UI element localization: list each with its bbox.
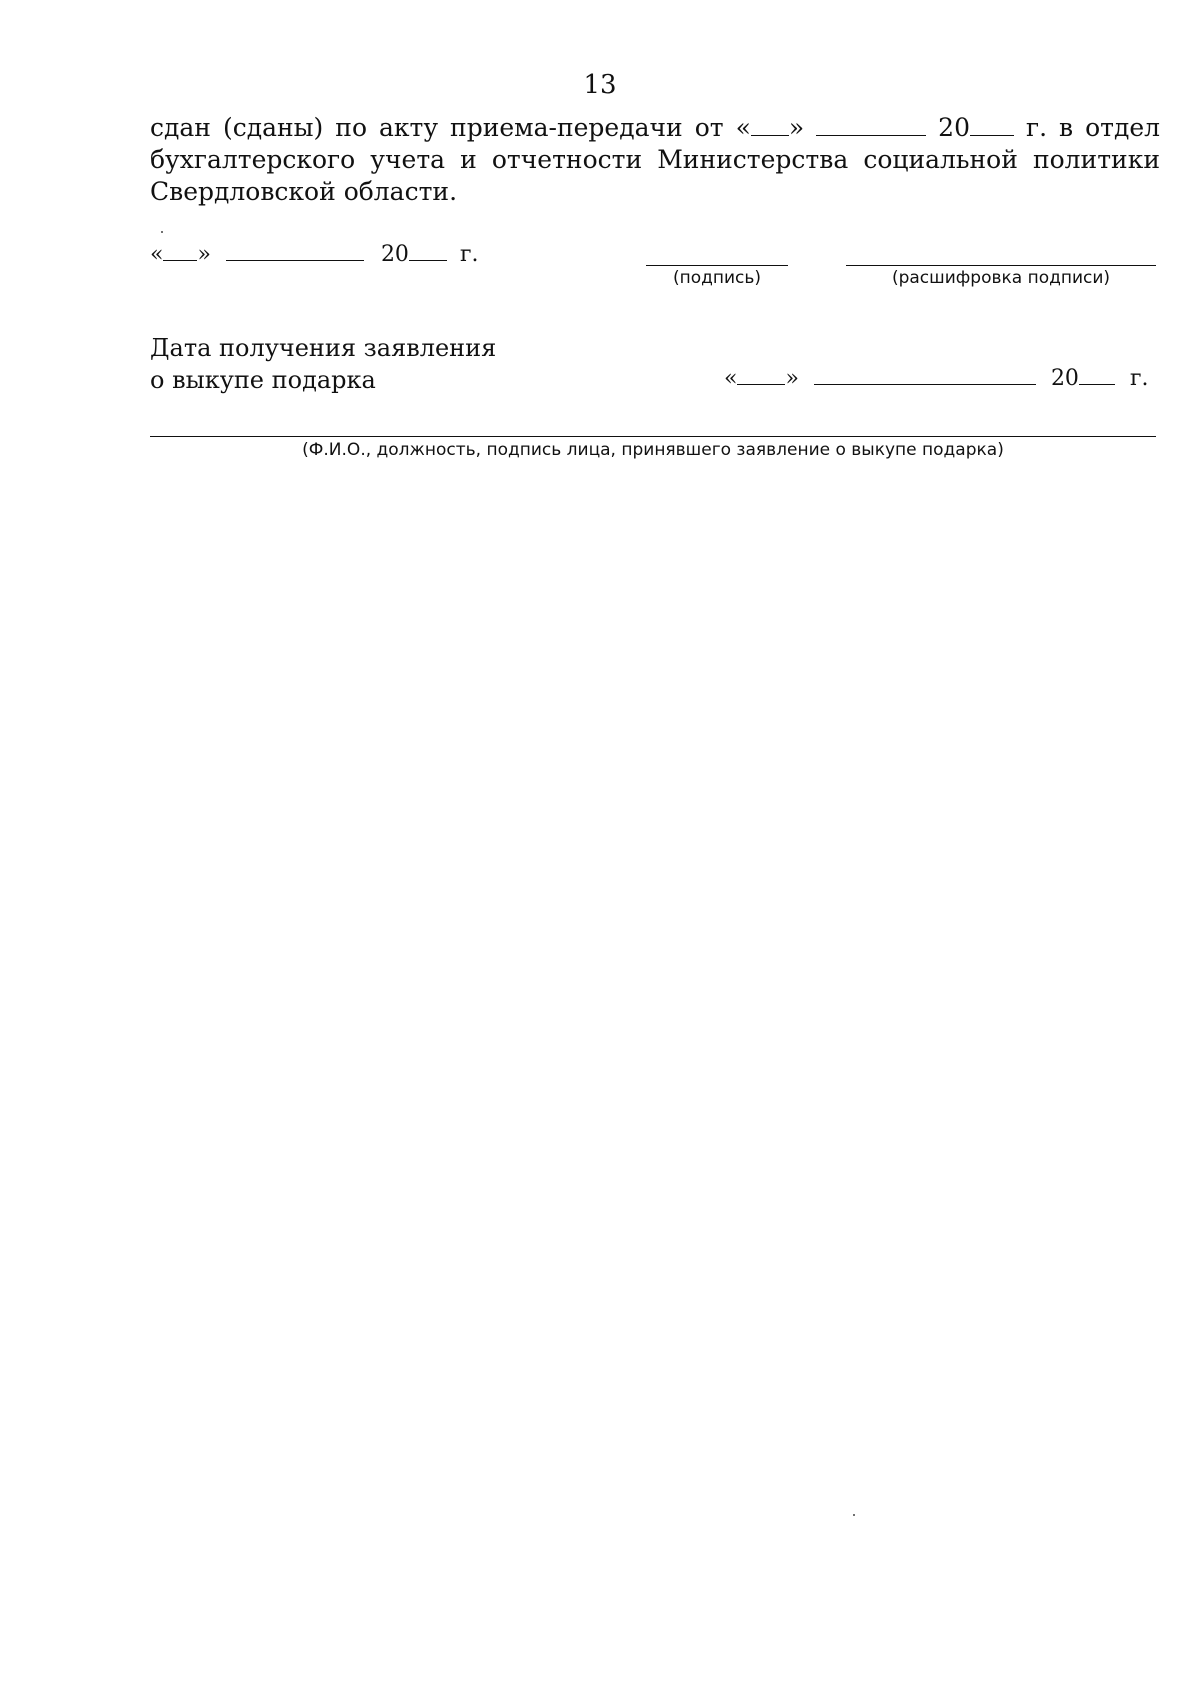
page-number: 13 xyxy=(583,70,617,100)
day-blank[interactable] xyxy=(163,259,197,261)
quote-close: » xyxy=(785,366,799,391)
year-suffix: г. xyxy=(1129,366,1149,391)
quote-open: « xyxy=(150,242,164,267)
paragraph-suffix: г. в отдел xyxy=(1025,113,1161,142)
paragraph-line-2: бухгалтерского учета и отчетности Министерства социальной политики xyxy=(150,145,1160,174)
receipt-label-line-2: о выкупе подарка xyxy=(150,366,376,394)
month-blank[interactable] xyxy=(816,134,926,136)
year-blank[interactable] xyxy=(970,134,1014,136)
paragraph-line-1 xyxy=(150,112,1160,144)
paragraph-prefix: сдан (сданы) по акту приема-передачи от « xyxy=(150,113,751,142)
year-blank[interactable] xyxy=(409,259,447,261)
scan-dot xyxy=(161,231,163,233)
quote-open: « xyxy=(724,366,738,391)
scan-dot xyxy=(853,1514,855,1516)
receiver-signature-line[interactable] xyxy=(150,436,1156,437)
receipt-date-line xyxy=(724,366,1148,391)
receiver-caption: (Ф.И.О., должность, подпись лица, принявшего заявление о выкупе подарка) xyxy=(302,440,1004,460)
day-blank[interactable] xyxy=(737,383,785,385)
year-blank[interactable] xyxy=(1079,383,1115,385)
signature-decoding-line[interactable] xyxy=(846,265,1156,266)
signature-line[interactable] xyxy=(646,265,788,266)
month-blank[interactable] xyxy=(814,383,1036,385)
quote-close: » xyxy=(788,113,805,142)
day-blank[interactable] xyxy=(751,134,789,136)
decoding-caption: (расшифровка подписи) xyxy=(891,268,1111,288)
year-prefix: 20 xyxy=(380,242,409,267)
year-suffix: г. xyxy=(459,242,479,267)
month-blank[interactable] xyxy=(226,259,364,261)
year-prefix: 20 xyxy=(938,113,970,142)
signature-caption: (подпись) xyxy=(672,268,762,288)
signature-date-line xyxy=(150,242,478,267)
year-prefix: 20 xyxy=(1050,366,1079,391)
quote-close: » xyxy=(197,242,211,267)
receipt-label-line-1: Дата получения заявления xyxy=(150,334,497,362)
paragraph-line-3: Свердловской области. xyxy=(150,177,458,206)
